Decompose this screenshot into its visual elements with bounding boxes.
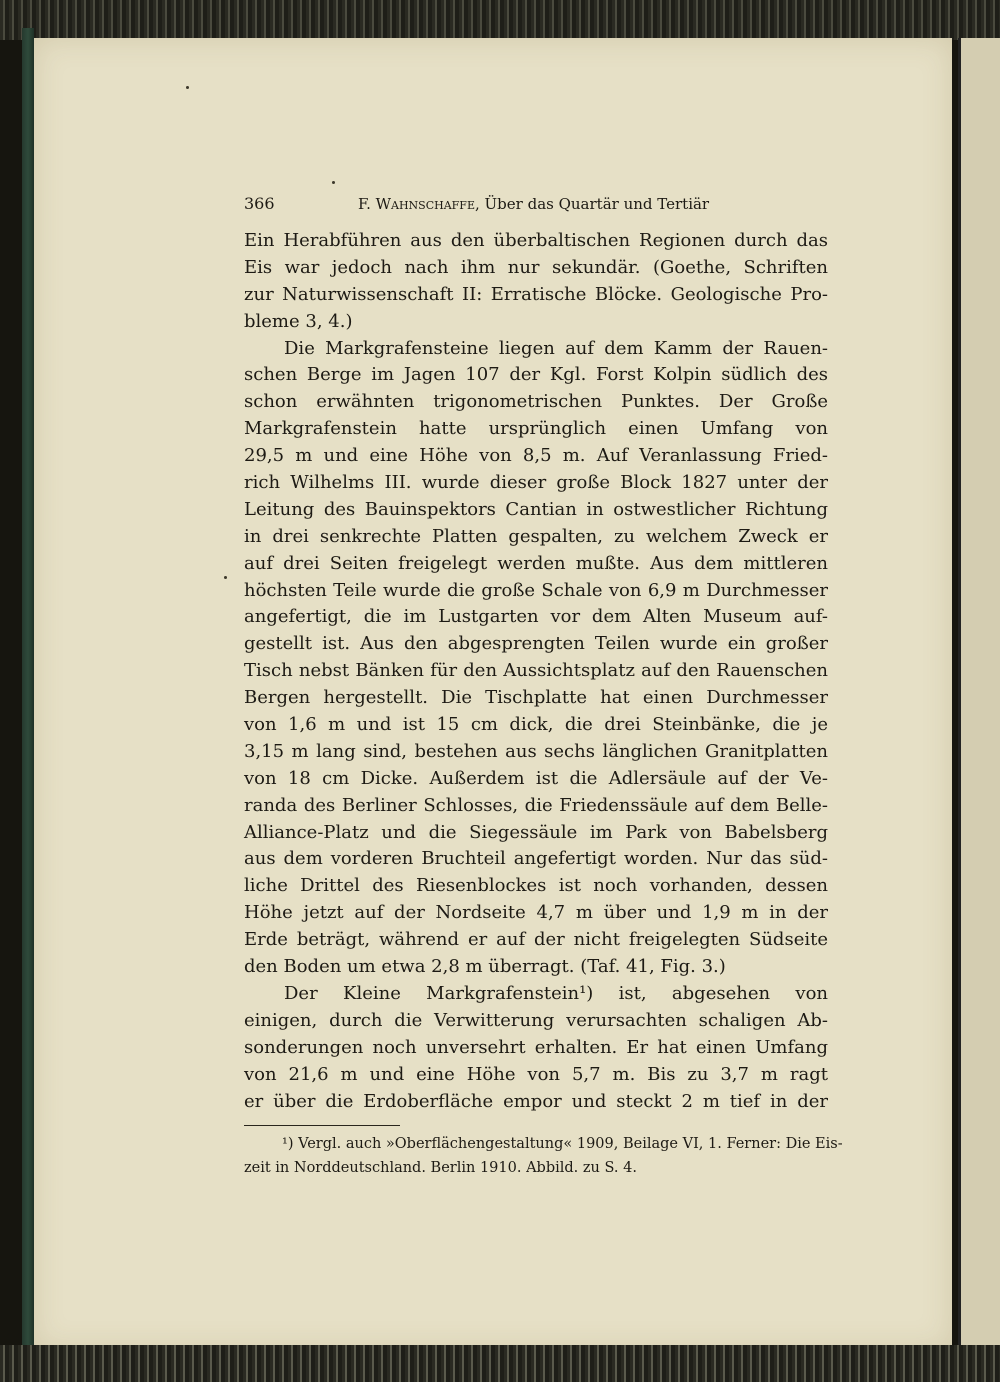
- text-line: von 1,6 m und ist 15 cm dick, die drei Steinbänke, die je: [244, 714, 828, 736]
- book-binding: [22, 28, 34, 1353]
- body-text: [244, 228, 828, 1115]
- running-header: [244, 192, 828, 218]
- text-line: bleme 3, 4.): [244, 310, 353, 332]
- text-line: zur Naturwissenschaft II: Erratische Blöcke. Geologische Pro-: [244, 283, 828, 305]
- text-line: Tisch nebst Bänken für den Aussichtsplatz auf den Rauenschen: [244, 660, 828, 682]
- text-line: Ein Herabführen aus den überbaltischen Regionen durch das: [244, 230, 828, 251]
- text-line: in drei senkrechte Platten gespalten, zu welchem Zweck er: [244, 525, 828, 547]
- footnote-rule: [244, 1125, 400, 1126]
- text-line: schen Berge im Jagen 107 der Kgl. Forst Kolpin südlich des: [244, 364, 828, 386]
- text-line: Höhe jetzt auf der Nordseite 4,7 m über und 1,9 m in der: [244, 902, 828, 924]
- text-line: einigen, durch die Verwitterung verursachten schaligen Ab-: [244, 1009, 828, 1031]
- text-line: auf drei Seiten freigelegt werden mußte. Aus dem mittleren: [244, 552, 828, 574]
- text-line: gestellt ist. Aus den abgesprengten Teilen wurde ein großer: [244, 633, 828, 655]
- bottom-edge: [0, 1345, 1000, 1382]
- text-line: angefertigt, die im Lustgarten vor dem Alten Museum auf-: [244, 606, 828, 628]
- text-line: Eis war jedoch nach ihm nur sekundär. (Goethe, Schriften: [244, 256, 828, 278]
- text-line: Die Markgrafensteine liegen auf dem Kamm der Rauen-: [284, 337, 828, 359]
- top-edge: [0, 0, 1000, 40]
- text-line: randa des Berliner Schlosses, die Friedenssäule auf dem Belle-: [244, 794, 828, 816]
- speck: [224, 576, 227, 579]
- text-line: er über die Erdoberfläche empor und steckt 2 m tief in der: [244, 1090, 828, 1112]
- text-line: 29,5 m und eine Höhe von 8,5 m. Auf Veranlassung Fried-: [244, 445, 828, 467]
- text-line: von 18 cm Dicke. Außerdem ist die Adlersäule auf der Ve-: [244, 767, 828, 789]
- text-line: Erde beträgt, während er auf der nicht freigelegten Südseite: [244, 929, 828, 951]
- page-content: [244, 192, 843, 1180]
- text-line: Leitung des Bauinspektors Cantian in ostwestlicher Richtung: [244, 498, 828, 520]
- text-line: aus dem vorderen Bruchteil angefertigt worden. Nur das süd-: [244, 848, 828, 870]
- text-line: schon erwähnten trigonometrischen Punktes. Der Große: [244, 391, 828, 413]
- speck: [186, 86, 189, 89]
- footnotes: [244, 1132, 843, 1180]
- text-line: höchsten Teile wurde die große Schale von 6,9 m Durchmesser: [244, 579, 828, 601]
- header-author: F. Wahnschaffe: [358, 195, 475, 213]
- text-line: rich Wilhelms III. wurde dieser große Block 1827 unter der: [244, 472, 828, 494]
- next-page-edge: [958, 38, 1000, 1350]
- footnote-line: zeit in Norddeutschland. Berlin 1910. Abbild. zu S. 4.: [244, 1160, 637, 1177]
- speck: [332, 181, 335, 184]
- header-title: Über das Quartär und Tertiär: [484, 195, 710, 213]
- footnote-line: ¹) Vergl. auch »Oberflächengestaltung« 1909, Beilage VI, 1. Ferner: Die Eis-: [282, 1136, 843, 1153]
- text-line: sonderungen noch unversehrt erhalten. Er hat einen Umfang: [244, 1036, 828, 1058]
- text-line: Alliance-Platz und die Siegessäule im Park von Babelsberg: [244, 821, 828, 843]
- text-line: Bergen hergestellt. Die Tischplatte hat einen Durchmesser: [244, 687, 828, 709]
- text-line: von 21,6 m und eine Höhe von 5,7 m. Bis zu 3,7 m ragt: [244, 1063, 828, 1085]
- text-line: liche Drittel des Riesenblockes ist noch vorhanden, dessen: [244, 875, 828, 897]
- running-head: F. Wahnschaffe, Über das Quartär und Tertiär: [358, 195, 710, 213]
- page-number: 366: [244, 194, 275, 213]
- text-line: den Boden um etwa 2,8 m überragt. (Taf. 41, Fig. 3.): [244, 956, 726, 978]
- text-line: Der Kleine Markgrafenstein¹) ist, abgesehen von: [284, 982, 828, 1004]
- text-line: 3,15 m lang sind, bestehen aus sechs länglichen Granitplatten: [244, 740, 828, 762]
- text-line: Markgrafenstein hatte ursprünglich einen Umfang von: [244, 418, 828, 440]
